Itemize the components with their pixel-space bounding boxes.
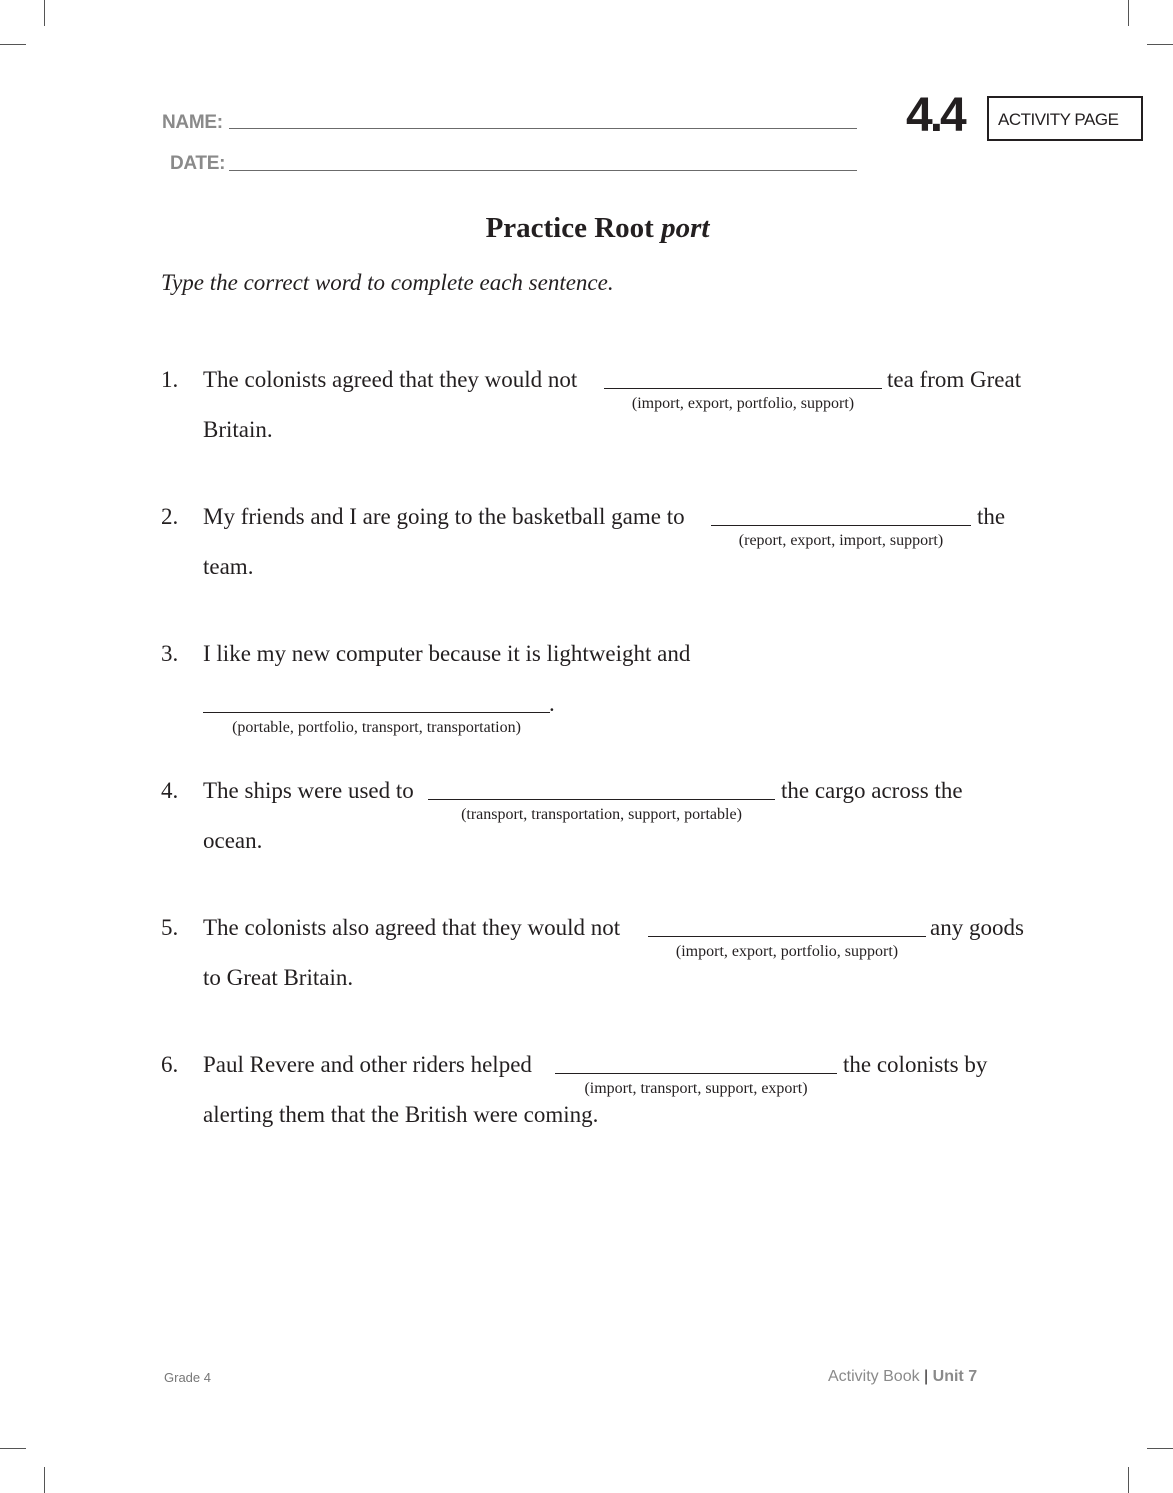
lesson-number: 4.4 xyxy=(906,89,964,142)
word-choices: (import, export, portfolio, support) xyxy=(631,395,855,412)
question-text: Paul Revere and other riders helped xyxy=(203,1052,532,1077)
crop-mark xyxy=(1128,1467,1129,1493)
question-number: 4. xyxy=(161,778,179,803)
instructions: Type the correct word to complete each sentence. xyxy=(161,270,614,295)
question-text: My friends and I are going to the basketball game to xyxy=(203,504,685,529)
crop-mark xyxy=(44,0,45,26)
question-number: 3. xyxy=(161,641,179,666)
question-text: I like my new computer because it is lightweight and xyxy=(203,641,691,666)
question-text-continuation: Britain. xyxy=(203,417,273,442)
answer-blank[interactable] xyxy=(648,936,926,937)
word-choices: (import, transport, support, export) xyxy=(584,1080,808,1097)
question-number: 2. xyxy=(161,504,179,529)
answer-blank[interactable] xyxy=(428,799,775,800)
question-number: 5. xyxy=(161,915,179,940)
question-text-continuation: team. xyxy=(203,554,254,579)
question-text: The ships were used to xyxy=(203,778,414,803)
title-root: port xyxy=(661,212,710,244)
question-text-continuation: ocean. xyxy=(203,828,263,853)
question-text-continuation: to Great Britain. xyxy=(203,965,354,990)
question-text-after: the xyxy=(977,504,1006,529)
word-choices: (portable, portfolio, transport, transportation) xyxy=(232,719,521,736)
page-title xyxy=(0,212,1173,245)
crop-mark xyxy=(44,1467,45,1493)
crop-mark xyxy=(0,44,26,45)
crop-mark xyxy=(1128,0,1129,26)
question-text-continuation: alerting them that the British were coming. xyxy=(203,1102,599,1127)
footer-book-title: Activity Book xyxy=(828,1368,920,1385)
answer-blank[interactable] xyxy=(711,525,971,526)
activity-page-badge: ACTIVITY PAGE xyxy=(987,96,1143,141)
question-text-after: . xyxy=(549,691,555,716)
question-text-after: tea from Great xyxy=(887,367,1022,392)
footer-grade: Grade 4 xyxy=(164,1370,211,1385)
answer-blank[interactable] xyxy=(203,712,550,713)
date-label: DATE: xyxy=(170,153,226,174)
question-number: 1. xyxy=(161,367,179,392)
question-text: The colonists agreed that they would not xyxy=(203,367,578,392)
crop-mark xyxy=(1147,1448,1173,1449)
footer-book xyxy=(828,1368,977,1386)
word-choices: (import, export, portfolio, support) xyxy=(675,943,899,960)
question-number: 6. xyxy=(161,1052,179,1077)
question-text-after: the cargo across the xyxy=(781,778,963,803)
question-text-after: the colonists by xyxy=(843,1052,988,1077)
question-text: The colonists also agreed that they would not xyxy=(203,915,621,940)
word-choices: (transport, transportation, support, portable) xyxy=(461,806,742,823)
date-field[interactable] xyxy=(229,170,857,171)
question-text-after: any goods xyxy=(930,915,1024,940)
answer-blank[interactable] xyxy=(604,388,882,389)
title-main: Practice Root xyxy=(485,212,662,244)
answer-blank[interactable] xyxy=(555,1073,837,1074)
name-label: NAME: xyxy=(162,112,223,133)
footer-separator: | xyxy=(924,1368,929,1385)
crop-mark xyxy=(0,1448,26,1449)
crop-mark xyxy=(1147,44,1173,45)
name-field[interactable] xyxy=(229,128,857,129)
footer-unit: Unit 7 xyxy=(932,1368,978,1385)
word-choices: (report, export, import, support) xyxy=(738,532,944,549)
